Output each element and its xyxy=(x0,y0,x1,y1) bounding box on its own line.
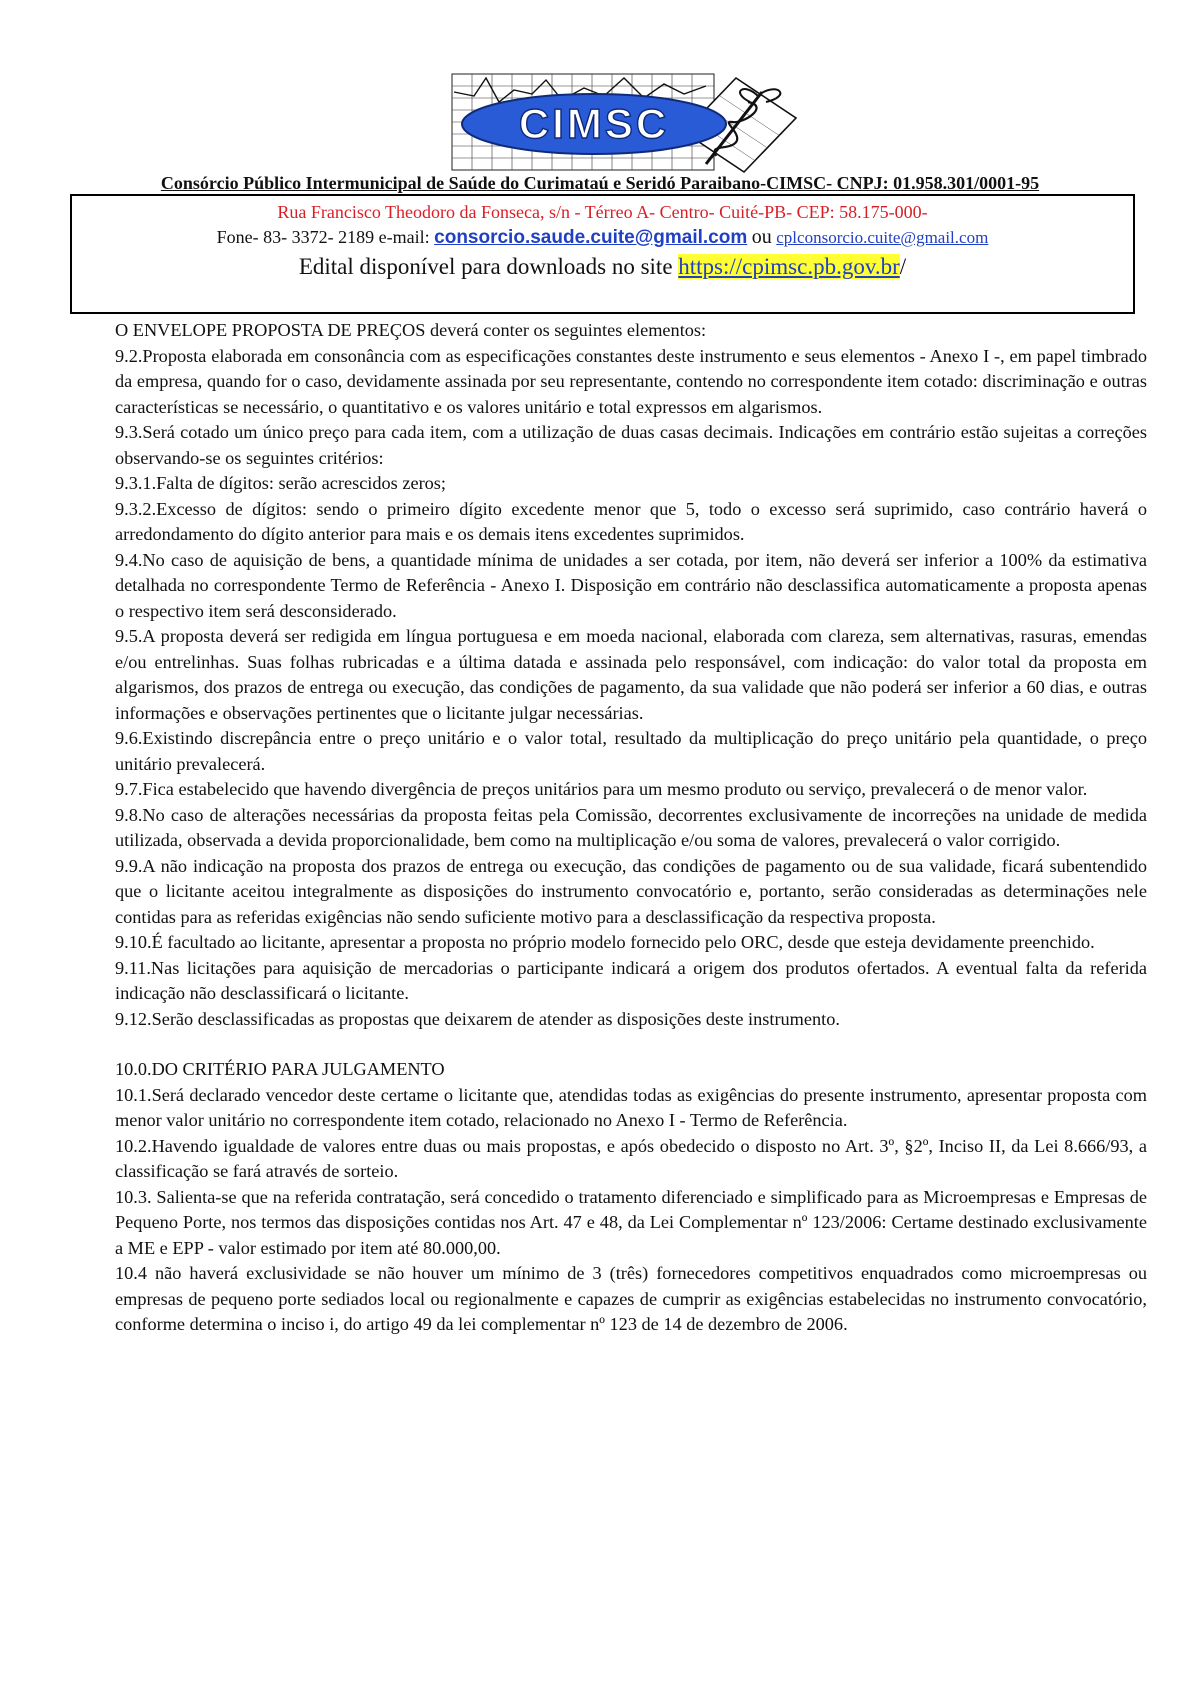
paragraph-10-2: 10.2.Havendo igualdade de valores entre duas ou mais propostas, e após obedecido o disposto no Art. 3º, §2º, Inciso II, da Lei 8.666/93, a classificação se fará através de sorteio. xyxy=(115,1135,1147,1181)
site-link[interactable]: https://cpimsc.pb.gov.br xyxy=(678,254,900,279)
paragraph-9-10: 9.10.É facultado ao licitante, apresentar a proposta no próprio modelo fornecido pelo ORC, desde que esteja devidamente preenchido. xyxy=(115,932,1095,952)
contact-line xyxy=(72,225,1133,250)
paragraph-9-4: 9.4.No caso de aquisição de bens, a quantidade mínima de unidades a ser cotada, por item, não deverá ser inferior a 100% da estimativa detalhada no correspondente Termo de Referência - Anexo I. Disposição em contrário não desclassifica automaticamente a proposta apenas o respectivo item será desconsiderado. xyxy=(115,549,1147,621)
paragraph-9-11: 9.11.Nas licitações para aquisição de mercadorias o participante indicará a origem dos produtos ofertados. A eventual falta da referida indicação não desclassificará o licitante. xyxy=(115,957,1147,1003)
paragraph-9-3-1: 9.3.1.Falta de dígitos: serão acrescidos zeros; xyxy=(115,473,446,493)
paragraph-10-1: 10.1.Será declarado vencedor deste certame o licitante que, atendidas todas as exigências do presente instrumento, apresentar proposta com menor valor unitário no correspondente item cotado, relacionado no Anexo I - Termo de Referência. xyxy=(115,1084,1147,1130)
letterhead-box xyxy=(70,194,1135,314)
paragraph-10-4: 10.4 não haverá exclusividade se não houver um mínimo de 3 (três) fornecedores competitivos enquadrados como microempresas ou empresas de pequeno porte sediados local ou regionalmente e capazes de cumprir as exigências estabelecidas no instrumento convocatório, conforme determina o inciso i, do artigo 49 da lei complementar nº 123 de 14 de dezembro de 2006. xyxy=(115,1263,1147,1334)
paragraph-9-9: 9.9.A não indicação na proposta dos prazos de entrega ou execução, das condições de pagamento ou de sua validade, ficará subentendido que o licitante aceitou integralmente as disposições do instrumento convocatório e, portanto, serão consideradas as determinações nele contidas para as referidas exigências não sendo suficiente motivo para a desclassificação da respectiva proposta. xyxy=(115,855,1147,927)
paragraph-9-6: 9.6.Existindo discrepância entre o preço unitário e o valor total, resultado da multiplicação do preço unitário pela quantidade, o preço unitário prevalecerá. xyxy=(115,728,1147,774)
paragraph-9-2: 9.2.Proposta elaborada em consonância com as especificações constantes deste instrumento e seus elementos - Anexo I -, em papel timbrado da empresa, quando for o caso, devidamente assinada por seu representante, contendo no correspondente item cotado: discriminação e outras características se necessário, o quantitativo e os valores unitário e total expressos em algarismos. xyxy=(115,345,1147,417)
address-line: Rua Francisco Theodoro da Fonseca, s/n - Térreo A- Centro- Cuité-PB- CEP: 58.175-000- xyxy=(277,202,928,222)
or-word: ou xyxy=(751,226,772,248)
phone-text: Fone- 83- 3372- 2189 e-mail: xyxy=(216,227,435,247)
email-secondary-link[interactable]: cplconsorcio.cuite@gmail.com xyxy=(776,228,989,247)
paragraph-9-12: 9.12.Serão desclassificadas as propostas que deixarem de atender as disposições deste instrumento. xyxy=(115,1008,840,1029)
cimsc-logo xyxy=(444,72,804,178)
organization-title: Consórcio Público Intermunicipal de Saúde do Curimataú e Seridó Paraibano-CIMSC- CNPJ: 01.958.301/0001-95 xyxy=(160,173,1040,193)
logo-lettering: CIMSC xyxy=(518,100,670,147)
paragraph-9-8: 9.8.No caso de alterações necessárias da proposta feitas pela Comissão, decorrentes exclusivamente de incorreções na unidade de medida utilizada, observada a devida proporcionalidade, bem como na multiplicação e/ou soma de valores, prevalecerá o valor corrigido. xyxy=(115,804,1147,850)
section-heading-10: 10.0.DO CRITÉRIO PARA JULGAMENTO xyxy=(115,1059,445,1079)
paragraph-9-7: 9.7.Fica estabelecido que havendo divergência de preços unitários para um mesmo produto ou serviço, prevalecerá o de menor valor. xyxy=(115,779,1088,799)
edital-line xyxy=(72,252,1133,282)
site-suffix: / xyxy=(899,254,907,279)
document-body xyxy=(115,318,1147,1338)
paragraph-envelope-intro: O ENVELOPE PROPOSTA DE PREÇOS deverá conter os seguintes elementos: xyxy=(115,320,707,340)
edital-prefix: Edital disponível para downloads no site xyxy=(298,254,679,279)
cimsc-logo-graphic xyxy=(444,72,804,178)
section-gap xyxy=(115,1032,1147,1057)
email-primary-link[interactable]: consorcio.saude.cuite@gmail.com xyxy=(434,227,748,248)
paragraph-9-3-2: 9.3.2.Excesso de dígitos: sendo o primeiro dígito excedente menor que 5, todo o excesso será suprimido, caso contrário haverá o arredondamento do dígito anterior para mais e os demais itens excedentes suprimidos. xyxy=(115,498,1147,544)
paragraph-9-3: 9.3.Será cotado um único preço para cada item, com a utilização de duas casas decimais. Indicações em contrário estão sujeitas a correções observando-se os seguintes critérios: xyxy=(115,422,1147,468)
paragraph-10-3: 10.3. Salienta-se que na referida contratação, será concedido o tratamento diferenciado e simplificado para as Microempresas e Empresas de Pequeno Porte, nos termos das disposições contidas nos Art. 47 e 48, da Lei Complementar nº 123/2006: Certame destinado exclusivamente a ME e EPP - valor estimado por item até 80.000,00. xyxy=(115,1186,1147,1258)
paragraph-9-5: 9.5.A proposta deverá ser redigida em língua portuguesa e em moeda nacional, elaborada com clareza, sem alternativas, rasuras, emendas e/ou entrelinhas. Suas folhas rubricadas e a última datada e assinada pelo responsável, com indicação: do valor total da proposta em algarismos, dos prazos de entrega ou execução, das condições de pagamento, da sua validade que não poderá ser inferior a 60 dias, e outras informações e observações pertinentes que o licitante julgar necessárias. xyxy=(115,626,1147,723)
